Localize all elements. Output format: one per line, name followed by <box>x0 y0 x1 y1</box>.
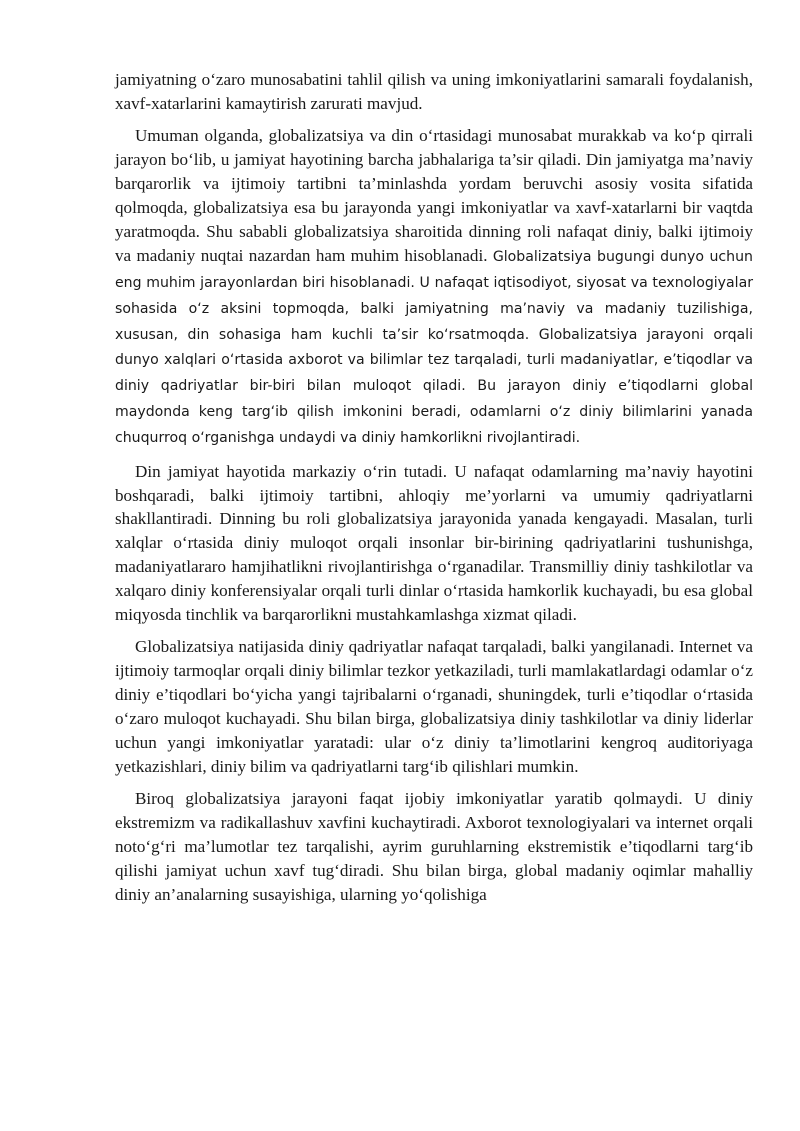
paragraph-2-serif-text: Umuman olganda, globalizatsiya va din o‘rtasidagi munosabat murakkab va ko‘p qirrali jarayon bo‘lib, u jamiyat hayotining barcha jabhalariga ta’sir qiladi. Din jamiyatga ma’naviy barqarorlik va ijtimoiy tartibni ta’minlashda yordam beruvchi asosiy vosita sifatida qolmoqda, globalizatsiya esa bu jarayonda yangi imkoniyatlar va xavf-xatarlarni bir vaqtda yaratmoqda. Shu sababli globalizatsiya sharoitida dinning roli nafaqat diniy, balki ijtimoiy va madaniy nuqtai nazardan ham muhim hisoblanadi. <box>115 126 753 265</box>
document-page <box>115 68 753 907</box>
paragraph-2 <box>115 124 753 451</box>
paragraph-5: Biroq globalizatsiya jarayoni faqat ijobiy imkoniyatlar yaratib qolmaydi. U diniy ekstremizm va radikallashuv xavfini kuchaytiradi. Axborot texnologiyalari va internet orqali noto‘g‘ri ma’lumotlar tez tarqalishi, ayrim guruhlarning ekstremistik e’tiqodlarni targ‘ib qilishi jamiyat uchun xavf tug‘diradi. Shu bilan birga, global madaniy oqimlar mahalliy diniy an’analarning susayishiga, ularning yo‘qolishiga <box>115 789 753 904</box>
paragraph-2-sans-text: Globalizatsiya bugungi dunyo uchun eng muhim jarayonlardan biri hisoblanadi. U nafaqat iqtisodiyot, siyosat va texnologiyalar sohasida o‘z aksini topmoqda, balki jamiyatning ma’naviy va madaniy tuzilishiga, xususan, din sohasiga ham kuchli ta’sir ko‘rsatmoqda. Globalizatsiya jarayoni orqali dunyo xalqlari o‘rtasida axborot va bilimlar tez tarqaladi, turli madaniyatlar, e’tiqodlar va diniy qadriyatlar bir-biri bilan muloqot qiladi. Bu jarayon diniy e’tiqodlarni global maydonda keng targ‘ib qilish imkonini beradi, odamlarni o‘z diniy bilimlarini yanada chuqurroq o‘rganishga undaydi va diniy hamkorlikni rivojlantiradi. <box>115 248 753 447</box>
paragraph-1: jamiyatning o‘zaro munosabatini tahlil qilish va uning imkoniyatlarini samarali foydalanish, xavf-xatarlarini kamaytirish zarurati mavjud. <box>115 70 753 113</box>
paragraph-4: Globalizatsiya natijasida diniy qadriyatlar nafaqat tarqaladi, balki yangilanadi. Internet va ijtimoiy tarmoqlar orqali diniy bilimlar tezkor yetkaziladi, turli mamlakatlardagi odamlar o‘z diniy e’tiqodlari bo‘yicha yangi tajribalarni o‘rganadi, shuningdek, turli e’tiqodlar o‘rtasida o‘zaro muloqot kuchayadi. Shu bilan birga, globalizatsiya diniy tashkilotlar va diniy liderlar uchun yangi imkoniyatlar yaratadi: ular o‘z diniy ta’limotlarini kengroq auditoriyaga yetkazishlari, diniy bilim va qadriyatlarni targ‘ib qilishlari mumkin. <box>115 637 753 776</box>
paragraph-3: Din jamiyat hayotida markaziy o‘rin tutadi. U nafaqat odamlarning ma’naviy hayotini boshqaradi, balki ijtimoiy tartibni, ahloqiy me’yorlarni va umumiy qadriyatlarni shakllantiradi. Dinning bu roli globalizatsiya jarayonida yanada kengayadi. Masalan, turli xalqlar o‘rtasida diniy muloqot orqali insonlar bir-birining qadriyatlarini tushunishga, madaniyatlararo hamjihatlikni rivojlantirishga o‘rganadilar. Transmilliy diniy tashkilotlar va xalqaro diniy konferensiyalar orqali turli dinlar o‘rtasida hamkorlik kuchayadi, bu esa global miqyosda tinchlik va barqarorlikni mustahkamlashga xizmat qiladi. <box>115 461 753 625</box>
